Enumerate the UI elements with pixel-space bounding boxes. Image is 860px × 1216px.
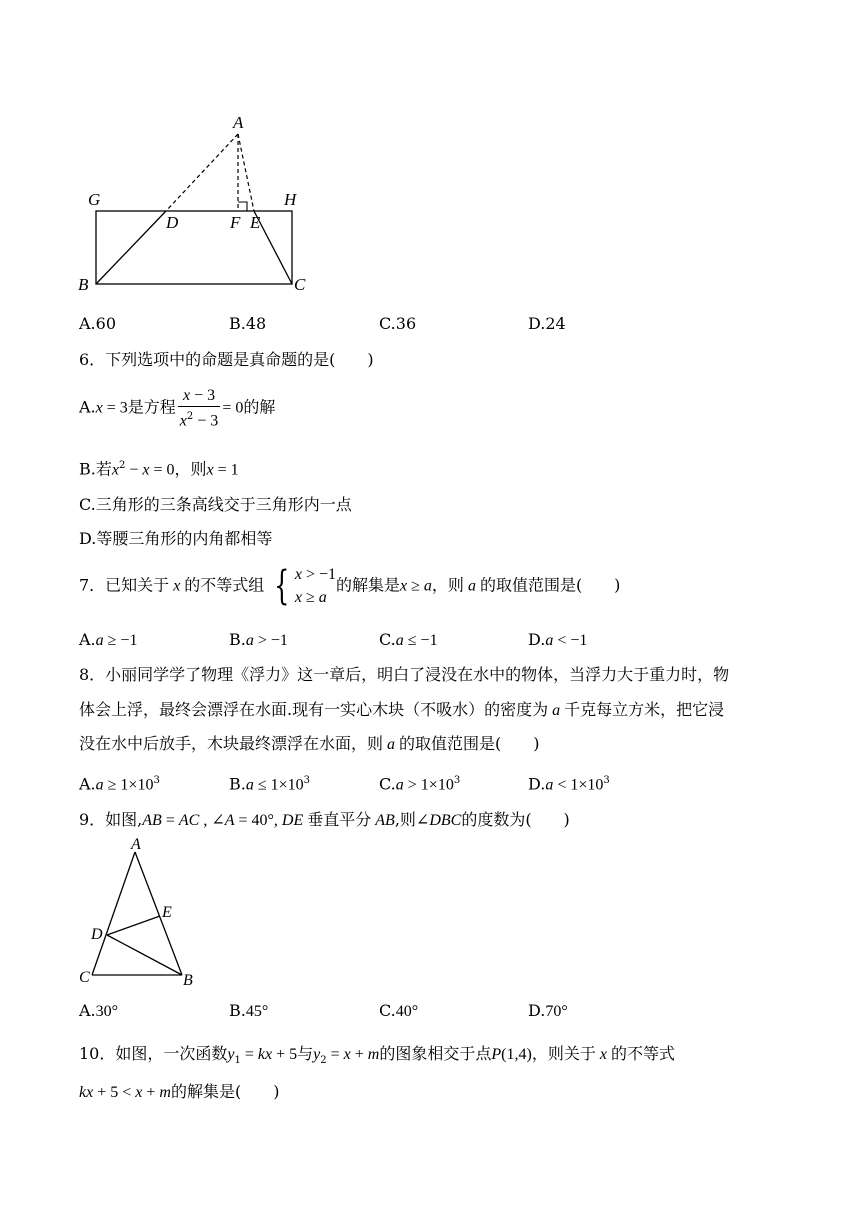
q6-a-mid: 是方程 <box>127 397 176 417</box>
rectangle-gbch <box>96 211 292 284</box>
q5-option-d[interactable]: D.24 <box>528 314 566 333</box>
segment-bd <box>96 211 166 284</box>
q8-line3: 没在水中后放手，木块最终漂浮在水面，则 a 的取值范围是( ) <box>79 734 540 753</box>
label-b: B <box>183 972 193 989</box>
label-e: E <box>250 213 261 232</box>
q6-option-d[interactable]: D.等腰三角形的内角都相等 <box>79 529 273 548</box>
q5-figure <box>70 110 330 300</box>
q5-option-b[interactable]: B.48 <box>229 314 267 333</box>
q8-option-a[interactable]: $A.a \ge 1\times 10^3$ <box>79 774 160 794</box>
side-ac <box>92 852 135 975</box>
q7-option-b[interactable]: B.a > −1 <box>229 630 288 649</box>
dashed-ae <box>238 134 254 211</box>
q8-option-c[interactable]: $C.a > 1\times 10^3$ <box>379 774 461 794</box>
label-f: F <box>230 213 241 232</box>
q8-line2: 体会上浮，最终会漂浮在水面.现有一实心木块（不吸水）的密度为 a 千克每立方米，把它浸 <box>79 700 725 719</box>
q6-option-c[interactable]: C.三角形的三条高线交于三角形内一点 <box>79 495 352 514</box>
q7-mid: 的不等式组 <box>184 575 265 595</box>
q6-stem: 6．下列选项中的命题是真命题的是( ) <box>79 350 374 369</box>
q9-option-d[interactable]: D.70° <box>528 1001 568 1020</box>
q6-a-prefix: A. <box>79 397 96 417</box>
q7-option-d[interactable]: D.a < −1 <box>528 630 588 649</box>
q7-option-a[interactable]: A.a ≥ −1 <box>79 630 138 649</box>
q9-stem: 9．如图,AB = AC , ∠A = 40°, DE 垂直平分 AB,则∠DBC的度数为( ) <box>79 810 570 829</box>
q6-b-mid: ，则 <box>174 459 207 479</box>
q8-option-d[interactable]: $D.a < 1\times 10^3$ <box>528 774 610 794</box>
label-d: D <box>91 926 103 943</box>
right-angle-mark <box>238 202 247 211</box>
segment-db <box>107 935 182 975</box>
q8-option-b[interactable]: $B.a \le 1\times 10^3$ <box>229 774 311 794</box>
label-c: C <box>79 969 90 986</box>
dashed-ad <box>166 134 238 211</box>
segment-de <box>107 916 160 935</box>
q8-line1: 8．小丽同学学了物理《浮力》这一章后，明白了浸没在水中的物体，当浮力大于重力时，物 <box>79 665 730 684</box>
label-a: A <box>131 836 141 853</box>
q9-option-c[interactable]: C.40° <box>379 1001 419 1020</box>
q10-line2: kx + 5 < x + m的解集是( ) <box>79 1082 280 1101</box>
label-a: A <box>233 113 244 132</box>
label-b: B <box>78 275 89 294</box>
q7-mid3: ，则 <box>431 575 464 595</box>
side-ab <box>135 852 182 975</box>
label-d: D <box>166 213 179 232</box>
q6-option-a[interactable]: A.x = 3是方程 $\frac{x - 3}{x^2 - 3}$ = 0的解 <box>79 387 276 430</box>
q7-option-c[interactable]: C.a ≤ −1 <box>379 630 438 649</box>
q6-b-prefix: B.若 <box>79 459 112 479</box>
q7-stem: 7．已知关于 x 的不等式组 { x > −1 x ≥ a的解集是x ≥ a，则 a 的取值范围是( ) <box>79 563 621 609</box>
label-e: E <box>162 904 172 921</box>
q5-option-a[interactable]: A.60 <box>79 314 116 333</box>
label-c: C <box>294 275 306 294</box>
q6-option-b[interactable]: B.若$x^2 - x = 0$，则x = 1 <box>79 459 239 479</box>
q9-option-a[interactable]: A.30° <box>79 1001 119 1020</box>
q10-line1: 10．如图，一次函数$y_1$ = kx + 5与$y_2 = x + m$的图象相交于点P(1,4)，则关于 x 的不等式 <box>79 1044 675 1067</box>
label-h: H <box>284 190 297 209</box>
q7-post: 的取值范围是( ) <box>479 575 621 595</box>
q7-mid2: 的解集是 <box>336 575 401 595</box>
q6-a-suffix: 的解 <box>243 397 276 417</box>
q5-option-c[interactable]: C.36 <box>379 314 417 333</box>
q7-pre: 7．已知关于 <box>79 575 170 595</box>
label-g: G <box>88 190 101 209</box>
q9-option-b[interactable]: B.45° <box>229 1001 269 1020</box>
q9-figure <box>75 835 215 995</box>
